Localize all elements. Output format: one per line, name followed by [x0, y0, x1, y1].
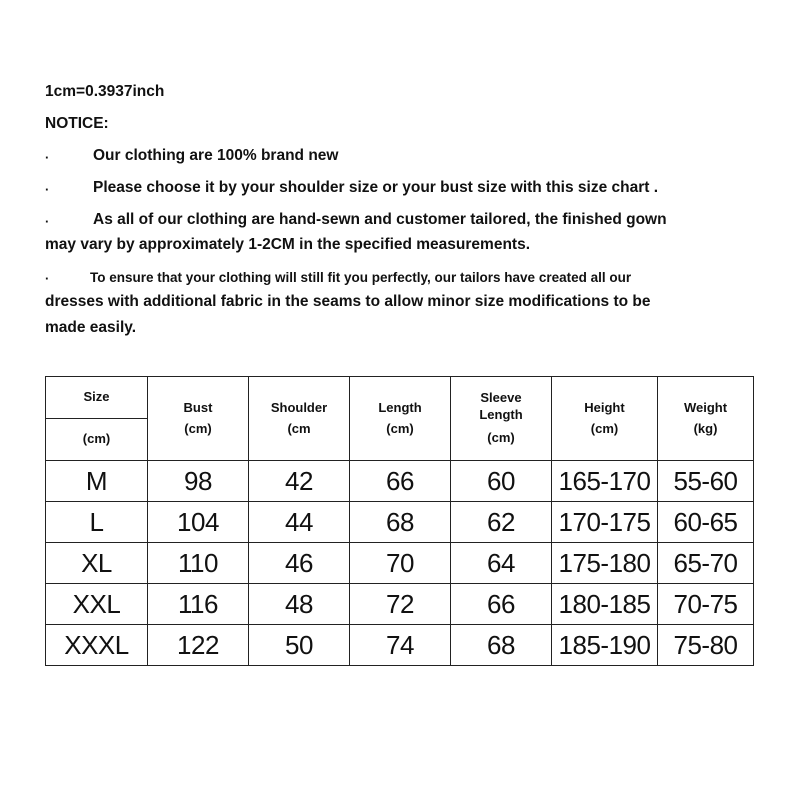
notice-item-1: Our clothing are 100% brand new: [93, 147, 339, 164]
bullet-3: ·: [45, 214, 50, 229]
header-sleeve-length-name: Sleeve Length: [479, 390, 523, 423]
sleeve-length-cell: 68: [451, 625, 552, 666]
header-weight-unit: (kg): [693, 420, 718, 436]
size-cell: XXXL: [46, 625, 148, 666]
notice-item-4-line-2: dresses with additional fabric in the seams to allow minor size modifications to be: [45, 293, 651, 310]
size-chart-table: [45, 376, 754, 666]
header-shoulder: [249, 377, 350, 461]
height-cell: 180-185: [552, 584, 658, 625]
notice-item-3-line-1: As all of our clothing are hand-sewn and customer tailored, the finished gown: [93, 211, 667, 228]
header-shoulder-unit: (cm: [287, 420, 311, 436]
bust-cell: 98: [148, 461, 249, 502]
length-cell: 74: [350, 625, 451, 666]
weight-cell: 70-75: [658, 584, 754, 625]
height-cell: 170-175: [552, 502, 658, 543]
length-cell: 66: [350, 461, 451, 502]
length-cell: 70: [350, 543, 451, 584]
notice-item-2: Please choose it by your shoulder size or your bust size with this size chart .: [93, 179, 659, 196]
bust-cell: 104: [148, 502, 249, 543]
header-length-name: Length: [378, 399, 422, 415]
size-cell: XXL: [46, 584, 148, 625]
header-shoulder-name: Shoulder: [270, 399, 328, 415]
size-cell: L: [46, 502, 148, 543]
sleeve-length-cell: 64: [451, 543, 552, 584]
table-row: [46, 543, 754, 584]
notice-item-4-line-3: made easily.: [45, 319, 137, 336]
bullet-4: ·: [45, 271, 50, 286]
size-cell: XL: [46, 543, 148, 584]
sleeve-length-cell: 66: [451, 584, 552, 625]
height-cell: 185-190: [552, 625, 658, 666]
bullet-1: ·: [45, 150, 50, 165]
table-row: [46, 461, 754, 502]
shoulder-cell: 48: [249, 584, 350, 625]
shoulder-cell: 42: [249, 461, 350, 502]
weight-cell: 55-60: [658, 461, 754, 502]
header-height-unit: (cm): [590, 420, 619, 436]
bust-cell: 110: [148, 543, 249, 584]
sleeve-length-cell: 60: [451, 461, 552, 502]
length-cell: 72: [350, 584, 451, 625]
sleeve-length-cell: 62: [451, 502, 552, 543]
bullet-2: ·: [45, 182, 50, 197]
shoulder-cell: 44: [249, 502, 350, 543]
notice-item-3-line-2: may vary by approximately 1-2CM in the specified measurements.: [45, 236, 530, 253]
header-bust-name: Bust: [183, 399, 213, 415]
shoulder-cell: 46: [249, 543, 350, 584]
table-row: [46, 502, 754, 543]
header-length-unit: (cm): [386, 420, 414, 436]
shoulder-cell: 50: [249, 625, 350, 666]
header-weight-name: Weight: [683, 399, 728, 415]
table-row: [46, 625, 754, 666]
header-size-unit: (cm): [46, 419, 148, 461]
header-length: [350, 377, 451, 461]
bust-cell: 122: [148, 625, 249, 666]
header-height-name: Height: [584, 399, 625, 415]
height-cell: 175-180: [552, 543, 658, 584]
height-cell: 165-170: [552, 461, 658, 502]
length-cell: 68: [350, 502, 451, 543]
conversion-note: 1cm=0.3937inch: [45, 83, 165, 100]
header-weight: [658, 377, 754, 461]
notice-title: NOTICE:: [45, 115, 109, 132]
header-size: Size: [46, 377, 148, 419]
header-bust: [148, 377, 249, 461]
header-height: [552, 377, 658, 461]
weight-cell: 65-70: [658, 543, 754, 584]
weight-cell: 60-65: [658, 502, 754, 543]
bust-cell: 116: [148, 584, 249, 625]
table-row: [46, 584, 754, 625]
header-sleeve-length: [451, 377, 552, 461]
size-cell: M: [46, 461, 148, 502]
header-sleeve-length-unit: (cm): [487, 429, 515, 445]
notice-item-4-line-1: To ensure that your clothing will still fit you perfectly, our tailors have created all our: [90, 270, 632, 285]
weight-cell: 75-80: [658, 625, 754, 666]
header-bust-unit: (cm): [184, 420, 212, 436]
